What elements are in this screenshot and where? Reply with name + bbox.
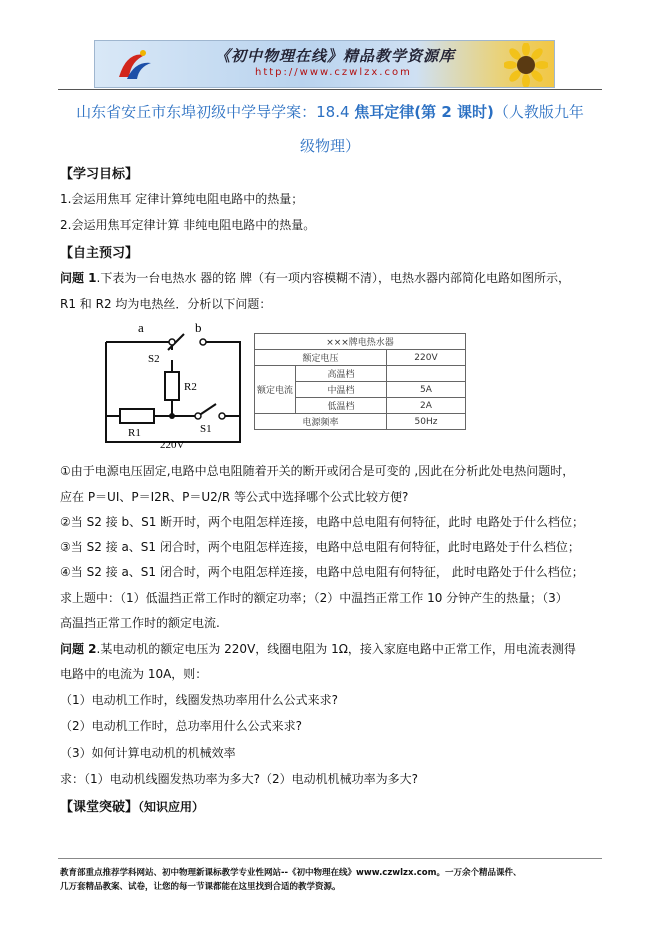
q2-ask: 求：（1）电动机线圈发热功率为多大?（2）电动机机械功率为多大? xyxy=(60,772,419,786)
circuit-label-r1: R1 xyxy=(128,427,141,439)
q1-item-5b: 高温挡正常工作时的额定电流. xyxy=(60,616,220,630)
question-2-text: .某电动机的额定电压为 220V，线圈电阻为 1Ω，接入家庭电路中正常工作，用电流表测得 xyxy=(96,642,576,656)
footer-divider xyxy=(58,858,602,859)
q2-item-3: （3）如何计算电动机的机械效率 xyxy=(60,746,236,760)
circuit-label-b: b xyxy=(195,320,202,335)
gear-low-value: 2A xyxy=(386,398,465,414)
gear-low-label: 低温档 xyxy=(296,398,387,414)
q1-item-5: 求上题中：（1）低温挡正常工作时的额定功率；（2）中温挡正常工作 10 分钟产生的热量；（3） xyxy=(60,591,568,605)
class-heading-main: 【课堂突破】 xyxy=(60,800,139,815)
gear-mid-label: 中温档 xyxy=(296,382,387,398)
footer-line-2: 几万套精品教案、试卷，让您的每一节课都能在这里找到合适的教学资源。 xyxy=(60,882,341,892)
table-row xyxy=(255,366,466,382)
question-1-text-2: R1 和 R2 均为电热丝．分析以下问题： xyxy=(60,297,272,311)
document-title xyxy=(58,95,602,163)
header-banner xyxy=(94,40,555,88)
title-part-bold: 焦耳定律(第 2 课时) xyxy=(354,103,494,121)
circuit-label-voltage: 220V xyxy=(160,439,185,450)
goal-2: 2.会运用焦耳定律计算 非纯电阻电路中的热量。 xyxy=(60,218,316,232)
rated-current-label: 额定电流 xyxy=(255,366,296,414)
goals-heading: 【学习目标】 xyxy=(60,167,139,182)
nameplate-title: ×××牌电热水器 xyxy=(255,334,466,350)
resistor-r1 xyxy=(120,409,154,423)
frequency-value: 50Hz xyxy=(386,414,465,430)
question-2-text-2: 电路中的电流为 10A，则： xyxy=(60,667,208,681)
page-footer xyxy=(60,866,605,894)
frequency-label: 电源频率 xyxy=(255,414,387,430)
circuit-diagram xyxy=(98,320,248,450)
title-part-1: 山东省安丘市东埠初级中学导学案：18.4 xyxy=(76,103,355,121)
q1-item-2: ②当 S2 接 b、S1 断开时，两个电阻怎样连接，电路中总电阻有何特征，此时 电路处于什么档位； xyxy=(60,515,584,529)
gear-high-value xyxy=(386,366,465,382)
circuit-label-r2: R2 xyxy=(184,381,197,393)
gear-mid-value: 5A xyxy=(386,382,465,398)
banner-title: 《初中物理在线》精品教学资源库 xyxy=(215,47,456,65)
question-1-label: 问题 1 xyxy=(60,271,97,285)
site-logo-icon xyxy=(113,47,153,83)
resistor-r2 xyxy=(165,372,179,400)
rated-voltage-value: 220V xyxy=(386,350,465,366)
gear-high-label: 高温档 xyxy=(296,366,387,382)
question-2 xyxy=(60,640,576,657)
rated-voltage-label: 额定电压 xyxy=(255,350,387,366)
question-1-text: .下表为一台电热水 器的铭 牌（有一项内容模糊不清），电热水器内部简化电路如图所示， xyxy=(96,271,570,285)
q1-item-1: ①由于电源电压固定,电路中总电阻随着开关的断开或闭合是可变的 ,因此在分析此处电热问题时， xyxy=(60,464,575,478)
preview-heading: 【自主预习】 xyxy=(60,246,139,261)
header-divider xyxy=(58,89,602,90)
nameplate-table xyxy=(254,333,466,430)
title-line-2: 级物理） xyxy=(299,137,360,155)
footer-line-1: 教育部重点推荐学科网站、初中物理新课标教学专业性网站--《初中物理在线》www.czwlzx.com。一万余个精品课件、 xyxy=(60,868,522,878)
class-heading-sub: （知识应用） xyxy=(138,800,205,814)
question-2-label: 问题 2 xyxy=(60,642,97,656)
q1-item-4: ④当 S2 接 a、S1 闭合时，两个电阻怎样连接，电路中总电阻有何特征， 此时电路处于什么档位； xyxy=(60,565,584,579)
circuit-label-s2: S2 xyxy=(148,353,160,365)
goal-1: 1.会运用焦耳 定律计算纯电阻电路中的热量； xyxy=(60,192,304,206)
sunflower-icon xyxy=(504,43,548,87)
question-1 xyxy=(60,269,570,286)
q1-item-3: ③当 S2 接 a、S1 闭合时，两个电阻怎样连接，电路中总电阻有何特征，此时电路处于什么档位； xyxy=(60,540,580,554)
q1-item-1b: 应在 P＝UI、P＝I2R、P＝U2/R 等公式中选择哪个公式比较方便? xyxy=(60,490,409,504)
q2-item-1: （1）电动机工作时，线圈发热功率用什么公式来求? xyxy=(60,693,339,707)
class-heading xyxy=(60,796,204,815)
circuit-label-s1: S1 xyxy=(200,423,212,435)
title-part-tail: （人教版九年 xyxy=(493,103,584,121)
circuit-label-a: a xyxy=(138,320,144,335)
q2-item-2: （2）电动机工作时，总功率用什么公式来求? xyxy=(60,719,303,733)
banner-url[interactable]: http://www.czwlzx.com xyxy=(255,67,412,78)
